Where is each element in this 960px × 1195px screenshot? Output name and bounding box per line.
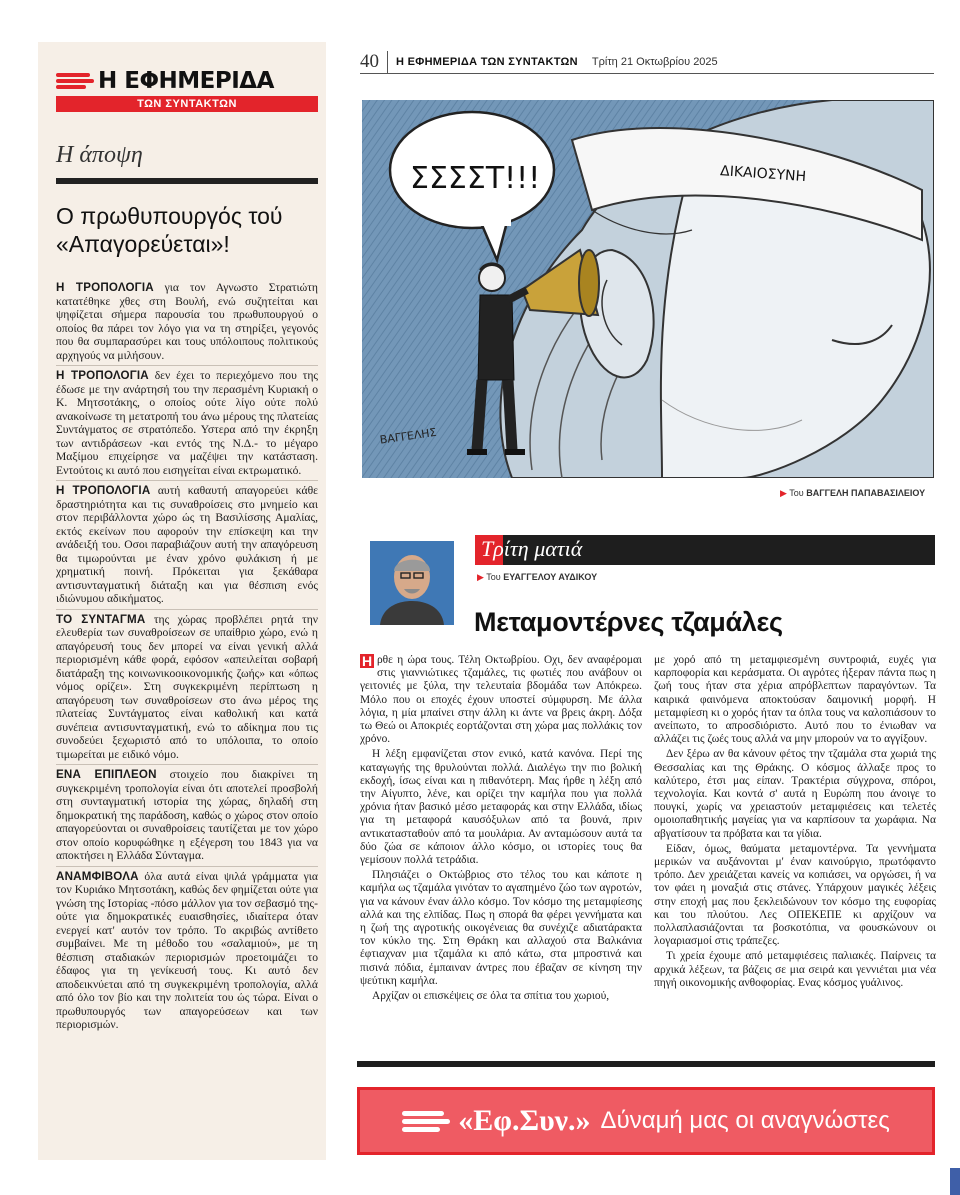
page-header [360,50,934,74]
paragraph-text: όλα αυτά είναι ψιλά γράμματα για τον Κυριάκο Μητσοτάκη, καθώς δεν φημίζεται ούτε για γνώση της Ιστορίας -πόσο μάλλον για τον σεβασμό της- ούτε για δημοκρατικές ευαισθησίες, ιδιαίτερα όταν ενεργεί κατ' αυτόν τον τρόπο. Το ακριβώς αντίθετο συμβαίνει. Με τη μέθοδο του «σαλαμιού», με τη θέσπιση σταδιακών περιορισμών προετοιμάζει το έδαφος για τη γενίκευσή τους. Κι αυτό δεν αποδεικνύεται από τη συγκεκριμένη τροπολογία, αλλά από όλο τον βίο και την πολιτεία του ώς τώρα. Είναι ο πρωθυπουργός των απαγορεύσεων και των περιορισμών. [56,869,318,1031]
article-column-left [360,654,642,1005]
drop-cap: Η [361,653,373,669]
page-number: 40 [360,51,388,73]
credit-arrow-icon: ▶ [780,488,787,498]
cartoon-credit [780,488,925,499]
credit-name: ΒΑΓΓΕΛΗ ΠΑΠΑΒΑΣΙΛΕΙΟΥ [806,488,926,498]
byline-name: ΕΥΑΓΓΕΛΟΥ ΑΥΔΙΚΟΥ [503,572,598,582]
byline-arrow-icon: ▶ [477,572,484,582]
article-paragraph: Είδαν, όμως, θαύματα μεταμοντέρνα. Τα γεννήματα μερικών να αυξάνονται μ' έναν καινούργιο, πρωτόφαντο τρόπο. Δεν χρειάζεται κανείς να κοπιάσει, να οργώσει, ή να τον φάει η μοναξιά στις στάνες. Υπάρχουν μαγικές λέξεις στην εποχή μας που ξεκλειδώνουν τον κόσμο της ευφορίας και του πλούτου. Λες ΟΠΕΚΕΠΕ κι αρχίζουν να πολλαπλασιάζονται τα βοσκοτόπια, να φουσκώνουν οι λογαριασμοί στις τράπεζες. [654,842,936,948]
paragraph-text: αυτή καθαυτή απαγορεύει κάθε δραστηριότητα και τις συναθροίσεις στο μνημείο και στον περιβάλλοντα χώρο ώς τη Βασιλίσσης Αμαλίας, εκτός εκείνων που αφορούν την επίσκεψη και την ανάδειξή του. Οσοι παραβιάζουν αυτή την απαγόρευση θα τιμωρούνται με έναν χρόνο φυλάκιση ή με χρηματική ποινή. Πρόκειται για ξεκάθαρα αντισυνταγματική διάταξη και για θέσπιση ενός ιδιώνυμου αδικήματος. [56,484,318,605]
masthead-title: Η ΕΦΗΜΕΡΙΔΑ [98,68,274,94]
reader-promo-banner [357,1087,935,1155]
masthead-subtitle: ΤΩΝ ΣΥΝΤΑΚΤΩΝ [56,96,318,112]
paragraph-lead: Η ΤΡΟΠΟΛΟΓΙΑ [56,369,149,382]
editorial-headline: Ο πρωθυπουργός τού «Απαγορεύεται»! [56,203,283,257]
column-title: Τρίτη ματιά [481,536,583,561]
article-paragraph: Η λέξη εμφανίζεται στον ενικό, κατά κανόνα. Περί της καταγωγής της θρυλούνται πολλά. Διαλέγω την πιο βολική εκδοχή, ίσως είναι και η πιθανότερη. Μας ήρθε η λέξη από την Αίγυπτο, λένε, και ορίζει την καμήλα που για πολλά χρόνια ήταν βασικό μέσο μεταφοράς και στην Ελλάδα, ιδίως για τη μεταφορά καυσόξυλων από τα βουνά, πριν αντικατασταθούν από τα μουλάρια. Αν ανταμώσουν αυτά τα δύο ζώα σε κάποιον άλλο κόσμο, οι ιστορίες τους θα γεμίσουν πολλά τετράδια. [360,748,642,867]
blindfold-label: ΔΙΚΑΙΟΣΥΝΗ [719,163,807,186]
article-paragraph: Αρχίζαν οι επισκέψεις σε όλα τα σπίτια του χωριού, [372,990,610,1003]
editorial-paragraph [56,480,318,606]
paragraph-text: της χώρας προβλέπει ρητά την ελευθερία των συναθροίσεων σε υπαίθριο χώρο, ενώ η απαγόρευσή τους δεν μπορεί να είναι γενική αλλά περιορισμένη κάθε φορά, εφόσον «απειλείται σοβαρή διατάραξη της κοινωνικοοικονομικής ζωής» και «όπως νόμος ορίζει». Στη συγκεκριμένη περίπτωση η απαγόρευση των συναθροίσεων στο άνω μέρος της πλατείας Συντάγματος είναι καθολική και κατά συνέπεια αντισυνταγματική, ενώ το αδίκημα που τις συνοδεύει ξεχωριστό από το υπόλοιπα, το οποίο τιμωρείται με ειδικό νόμο. [56,612,319,761]
editorial-body [56,278,318,1035]
cartoon-illustration [362,100,934,478]
paragraph-lead: Η ΤΡΟΠΟΛΟΓΙΑ [56,484,151,497]
column-byline [477,572,597,583]
credit-prefix: Του [789,488,807,498]
promo-quote: «Εφ.Συν.» [458,1104,591,1137]
article-title: Μεταμοντέρνες τζαμάλες [474,607,783,637]
promo-divider [357,1061,935,1067]
article-paragraph: Τι χρεία έχουμε από μεταμφιέσεις παλιακές. Παίρνεις τα αρχικά λέξεων, τα βάζεις σε μια σειρά και γεννιέται μια νέα πηγή οικονομικής ανθοφορίας. Ενας κόσμος γυάλινος. [654,950,936,989]
promo-tagline: Δύναμή μας οι αναγνώστες [600,1107,890,1134]
column-banner [475,535,935,565]
issue-date: Τρίτη 21 Οκτωβρίου 2025 [591,55,718,68]
paragraph-text: για τον Αγνωστο Στρατιώτη κατατέθηκε χθες στη Βουλή, ενώ συζητείται και ψηφίζεται σήμερα παρουσία του πρωθυπουργού ο οποίος θα πάρει τον λόγο για να τη στηρίξει, γεγονός που θα συμπαρασύρει και τους υπόλοιπους πολιτικούς αρχηγούς να μιλήσουν. [56,281,318,362]
paragraph-lead: Η ΤΡΟΠΟΛΟΓΙΑ [56,281,154,294]
editorial-column [38,42,326,1160]
arrow-logo-icon [402,1109,450,1133]
article-paragraph: Η ρθε η ώρα τους. Τέλη Οκτωβρίου. Οχι, δεν αναφέρομαι στις γιαννιώτικες τζαμάλες, τις φωτιές που ανάβουν οι γειτονιές με ξύλα, την τελευταία βδομάδα των Απόκρεω. Μόλο που οι εποχές έχουν υποστεί σύμφυρση. Με άλλα λόγια, η μία μπαίνει στην άλλη κι άντε να βρεις άκρη. Δόξα τω Θεώ οι Αποκριές εορτάζονται στη χώρα μας πολλάκις τον χρόνο. [360,653,642,746]
paper-name: Η ΕΦΗΜΕΡΙΔΑ ΤΩΝ ΣΥΝΤΑΚΤΩΝ [396,55,578,68]
paragraph-text: δεν έχει το περιεχόμενο που της έδωσε με την ανάρτησή του την περασμένη Κυριακή ο Κ. Μητσοτάκης, ο οποίος ούτε λίγο ούτε πολύ ανακοίνωσε τη μετατροπή του άνω μέρους της πλατείας Συντάγματος σε στρατόπεδο. Υστερα από την έκρηξη των αντιδράσεων -και εντός της Ν.Δ.- το μέγαρο Μαξίμου επιχείρησε να μαζέψει την κατάσταση. Εντούτοις κι αυτό που εισηγείται είναι εκτρωματικό. [56,369,318,477]
article-column-right [654,654,936,992]
author-photo [370,541,454,625]
page-edge-tab [950,1168,960,1195]
section-divider [56,178,318,184]
paragraph-lead: ΕΝΑ ΕΠΙΠΛΕΟΝ [56,768,157,781]
masthead-logo [56,68,318,116]
byline-prefix: Του [486,572,504,582]
paragraph-lead: ΑΝΑΜΦΙΒΟΛΑ [56,869,139,883]
article-paragraph: Πλησιάζει ο Οκτώβριος στο τέλος του και κάποτε η καμήλα ως τζαμάλα γινόταν το αγαπημένο ζώο των αγροτών, για να κάνουν έναν άλλο κόσμο. Τον κόσμο της μεταμφίεσης αλλά και της ελπίδας. Πως η σπορά θα φέρει γεννήματα και η ζωή της αγροτικής οικογένειας θα συνέχιζε αδιατάρακτα τον κύκλο της. Στη Θράκη και αλλαχού στα Βαλκάνια έφτιαχναν μια τζαμάλα κι από κάτω, στα μπροστινά και πισινά πόδια, έμπαιναν άντρες που έβαζαν σε κίνηση την ψεύτικη καμήλα. [360,869,642,987]
article-paragraph: με χορό από τη μεταμφιεσμένη συντροφιά, ευχές για καρποφορία και κεράσματα. Οι αγρότες ήξεραν πάντα πως η ζωή τους ήταν στα χέρια απρόβλεπτων παραγόντων. Τα καιρικά φαινόμενα αποκτούσαν δαιμονική μορφή. Η μεταμφίεση κι ο χορός ήταν τα όπλα τους να καλοπιάσουν το ανείπωτο, το απροσδιόριστο. Αυτό που το ένιωθαν να αλλάζει τις ζωές τους αλλά να μην μπορούν να το αγγίξουν. [654,654,936,746]
article-paragraph: Δεν ξέρω αν θα κάνουν φέτος την τζαμάλα στα χωριά της Θεσσαλίας και της Θράκης. Ο κόσμος άλλαξε προς το καλύτερο, έτσι μας είπαν. Τρακτέρια σύγχρονα, σπόροι, τεχνολογία. Και κοντά σ' αυτά η Ευρώπη που άνοιγε το πουγκί, χωρίς να χρειαστούν μεταμφιέσεις και τελετές ομοιοπαθητικής μαγείας για να καρπίσουν τα χωράφια. Να αβγατίσουν τα πρόβατα και τα γίδια. [654,748,936,840]
artist-signature: ΒΑΓΓΕΛΗΣ [379,425,438,447]
paragraph-lead: ΤΟ ΣΥΝΤΑΓΜΑ [56,612,146,626]
editorial-paragraph [56,866,318,1032]
editorial-paragraph [56,764,318,863]
editorial-paragraph [56,278,318,362]
editorial-cartoon [362,100,934,478]
editorial-paragraph [56,609,318,762]
paragraph-text: στοιχείο που διακρίνει τη συγκεκριμένη τροπολογία είναι ότι αποτελεί προσβολή στη συνταγματική ιστορία της χώρας, δηλαδή στη δημοκρατική της παράδοση, καθώς ο χώρος στον οποίο απαγορεύονται οι συναθροίσεις ταυτίζεται με τον χώρο στον οποίο κορυφώθηκε η εξέγερση του 1843 για να αποκτήσει η Ελλάδα Σύνταγμα. [56,768,318,862]
editorial-paragraph [56,365,318,477]
author-portrait-icon [370,541,454,625]
section-label: Η άποψη [56,142,143,168]
speech-bubble-text: ΣΣΣΣΤ!!! [410,161,541,196]
arrow-logo-icon [56,72,94,90]
